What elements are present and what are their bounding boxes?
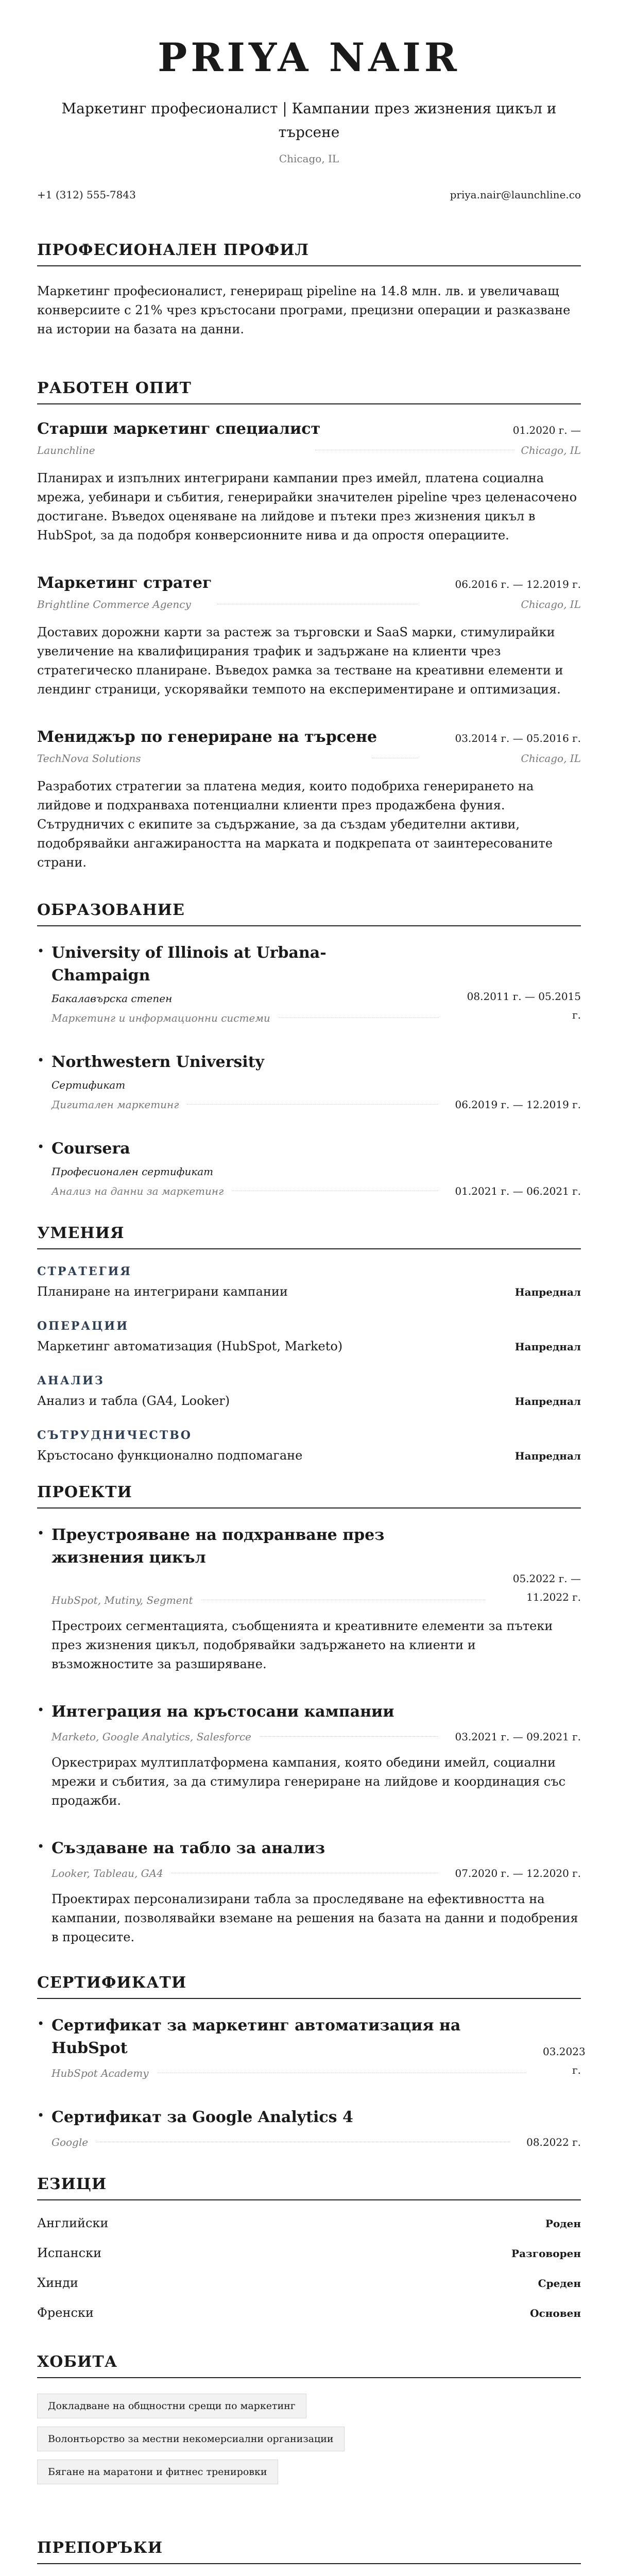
project-name: Създаване на табло за анализ — [52, 1839, 325, 1857]
language-name: Испански — [37, 2245, 102, 2260]
bullet-icon: • — [37, 1053, 45, 1067]
experience-section — [37, 379, 581, 872]
language-level: Разговорен — [511, 2247, 581, 2260]
language-name: Френски — [37, 2305, 94, 2320]
project-entry — [37, 1701, 581, 1810]
skill-level: Напреднал — [514, 1449, 581, 1462]
degree: Бакалавърска степен — [52, 992, 173, 1005]
job-company: Brightline Commerce Agency — [37, 598, 191, 611]
skill-name: Кръстосано функционално подпомагане — [37, 1448, 303, 1463]
section-title: ПРЕПОРЪКИ — [37, 2539, 581, 2564]
job-company: TechNova Solutions — [37, 752, 141, 765]
skills-section — [37, 1224, 581, 1463]
skill-category: ОПЕРАЦИИ — [37, 1319, 129, 1333]
bullet-icon: • — [37, 943, 45, 958]
project-entry — [37, 1524, 581, 1674]
section-title: СЕРТИФИКАТИ — [37, 1974, 581, 1999]
project-tools: Looker, Tableau, GA4 — [52, 1867, 163, 1879]
project-name: Преустрояване на подхранване през жизнения цикъл — [52, 1526, 385, 1567]
job-entry — [37, 574, 581, 699]
section-title: ЕЗИЦИ — [37, 2175, 581, 2200]
job-entry — [37, 728, 581, 872]
job-entry — [37, 420, 581, 545]
certification-issuer: Google — [52, 2136, 89, 2148]
education-entry — [37, 1051, 581, 1111]
project-description: Проектирах персонализирани табла за проследяване на ефективността на кампании, позволявайки вземане на решения на базата на данни и подобрения в процесите. — [52, 1891, 578, 1944]
certification-entry — [37, 2014, 586, 2079]
education-dates: 06.2019 г. — 12.2019 г. — [455, 1098, 581, 1111]
certification-name: Сертификат за маркетинг автоматизация на HubSpot — [52, 2016, 461, 2057]
skill-group — [37, 1265, 581, 1299]
skill-group — [37, 1374, 581, 1408]
certification-name: Сертификат за Google Analytics 4 — [52, 2108, 353, 2126]
education-dates: 01.2021 г. — 06.2021 г. — [455, 1184, 581, 1197]
language-row — [37, 2306, 581, 2320]
school-name: Northwestern University — [52, 1053, 264, 1071]
certification-date: 08.2022 г. — [526, 2136, 581, 2148]
job-role: Старши маркетинг специалист — [37, 419, 321, 438]
education-entry — [37, 942, 581, 1024]
email: priya.nair@launchline.co — [450, 188, 581, 201]
bullet-icon: • — [37, 2016, 45, 2031]
phone: +1 (312) 555-7843 — [37, 188, 136, 201]
language-row — [37, 2216, 581, 2230]
school-name: University of Illinois at Urbana-Champaign — [52, 943, 327, 985]
field-of-study: Анализ на данни за маркетинг — [52, 1184, 224, 1197]
project-dates: 03.2021 г. — 09.2021 г. — [455, 1730, 581, 1743]
language-row — [37, 2276, 581, 2290]
job-dates: 06.2016 г. — 12.2019 г. — [455, 578, 581, 590]
project-name: Интеграция на кръстосани кампании — [52, 1702, 394, 1721]
hobbies-section — [37, 2353, 581, 2493]
section-title: ОБРАЗОВАНИЕ — [37, 901, 581, 926]
section-title: ПРОЕКТИ — [37, 1483, 581, 1509]
section-title: РАБОТЕН ОПИТ — [37, 379, 581, 404]
school-name: Coursera — [52, 1139, 130, 1158]
language-level: Основен — [530, 2307, 581, 2319]
language-level: Среден — [538, 2277, 581, 2290]
skill-category: СЪТРУДНИЧЕСТВО — [37, 1428, 192, 1442]
job-location: Chicago, IL — [521, 444, 581, 456]
skill-category: СТРАТЕГИЯ — [37, 1264, 132, 1278]
job-company: Launchline — [37, 444, 95, 456]
bullet-icon: • — [37, 1839, 45, 1854]
certification-entry — [37, 2106, 581, 2148]
section-title: ХОБИТА — [37, 2353, 581, 2378]
bullet-icon: • — [37, 1139, 45, 1154]
skill-level: Напреднал — [514, 1285, 581, 1298]
language-level: Роден — [545, 2217, 581, 2230]
candidate-name: PRIYA NAIR — [158, 35, 460, 80]
section-title: ПРОФЕСИОНАЛЕН ПРОФИЛ — [37, 241, 581, 266]
job-dates: 01.2020 г. — — [512, 423, 581, 436]
job-role: Маркетинг стратег — [37, 573, 212, 592]
skill-group — [37, 1319, 581, 1353]
job-role: Мениджър по генериране на търсене — [37, 727, 377, 746]
language-name: Хинди — [37, 2275, 78, 2290]
project-tools: HubSpot, Mutiny, Segment — [52, 1594, 193, 1606]
location: Chicago, IL — [279, 152, 339, 165]
hobby-chip: Волонтьорство за местни некомерсиални организации — [37, 2427, 345, 2451]
skill-name: Анализ и табла (GA4, Looker) — [37, 1393, 230, 1408]
degree: Професионален сертификат — [52, 1165, 214, 1178]
profile-text: Маркетинг професионалист, генериращ pipeline на 14.8 млн. лв. и увеличаващ конверсиите с 21% чрез кръстосани програми, прецизни операции и разказване на истории на базата на данни. — [37, 283, 571, 336]
field-of-study: Дигитален маркетинг — [52, 1098, 179, 1111]
bullet-icon: • — [37, 1702, 45, 1717]
project-description: Престроих сегментацията, съобщенията и креативните елементи за пътеки през жизнения цикъл, подобрявайки задържането на клиенти и възможностите за разширяване. — [52, 1618, 553, 1671]
skill-level: Напреднал — [514, 1395, 581, 1408]
hobby-chip: Докладване на общностни срещи по маркетинг — [37, 2394, 306, 2418]
language-name: Английски — [37, 2215, 109, 2230]
skill-group — [37, 1429, 581, 1463]
project-entry — [37, 1837, 581, 1947]
hobby-chip: Бягане на маратони и фитнес тренировки — [37, 2460, 278, 2484]
job-location: Chicago, IL — [521, 598, 581, 611]
profile-section — [37, 241, 581, 339]
skill-level: Напреднал — [514, 1340, 581, 1353]
education-dates: 08.2011 г. — 05.2015 г. — [467, 990, 581, 1021]
education-section — [37, 901, 581, 1197]
project-dates: 05.2022 г. — 11.2022 г. — [512, 1572, 581, 1603]
dotted-leader — [187, 1104, 438, 1105]
project-dates: 07.2020 г. — 12.2020 г. — [455, 1867, 581, 1879]
skill-name: Маркетинг автоматизация (HubSpot, Marketo) — [37, 1338, 343, 1353]
skill-name: Планиране на интегрирани кампании — [37, 1284, 288, 1299]
languages-section — [37, 2175, 581, 2320]
dotted-leader — [260, 1736, 439, 1737]
references-section — [37, 2539, 581, 2576]
job-location: Chicago, IL — [521, 752, 581, 765]
degree: Сертификат — [52, 1078, 126, 1091]
language-row — [37, 2246, 581, 2260]
project-description: Оркестрирах мултиплатформена кампания, която обедини имейл, социални мрежи и събития, за да стимулира генериране на лийдове и координация със продажби. — [52, 1755, 566, 1808]
education-entry — [37, 1138, 581, 1197]
job-dates: 03.2014 г. — 05.2016 г. — [455, 732, 581, 744]
skill-category: АНАЛИЗ — [37, 1374, 105, 1387]
project-tools: Marketo, Google Analytics, Salesforce — [52, 1730, 251, 1743]
job-description: Доставих дорожни карти за растеж за търговски и SaaS марки, стимулирайки увеличение на квалифицирания трафик и задържане на клиенти чрез стратегическо планиране. Въведох рамка за тестване на креативни елементи и лендинг страници, ускорявайки темпото на експериментиране и оптимизация. — [37, 624, 563, 697]
contact-row — [37, 189, 581, 201]
certification-issuer: HubSpot Academy — [52, 2066, 149, 2079]
projects-section — [37, 1483, 581, 1947]
bullet-icon: • — [37, 1526, 45, 1540]
section-title: УМЕНИЯ — [37, 1224, 581, 1249]
bullet-icon: • — [37, 2108, 45, 2123]
headline: Маркетинг професионалист | Кампании през жизнения цикъл и търсене — [61, 99, 557, 141]
job-description: Планирах и изпълних интегрирани кампании през имейл, платена социална мрежа, уебинари и събития, генерирайки значителен pipeline чрез целенасочено достигане. Въведох оценяване на лийдове и пътеки през жизнения цикъл в HubSpot, за да подобря конверсионните нива и да опростя операциите. — [37, 470, 577, 543]
certification-date: 03.2023 г. — [543, 2045, 586, 2076]
certifications-section — [37, 1973, 586, 2148]
field-of-study: Маркетинг и информационни системи — [52, 1011, 270, 1024]
job-description: Разработих стратегии за платена медия, които подобриха генерирането на лийдове и подхранваха потенциални клиенти през продажбена фуния. Сътрудничих с екипите за съдържание, за да създам убедителни активи, подобрявайки ангажираността на марката и подкрепата от заинтересованите страни. — [37, 778, 553, 870]
